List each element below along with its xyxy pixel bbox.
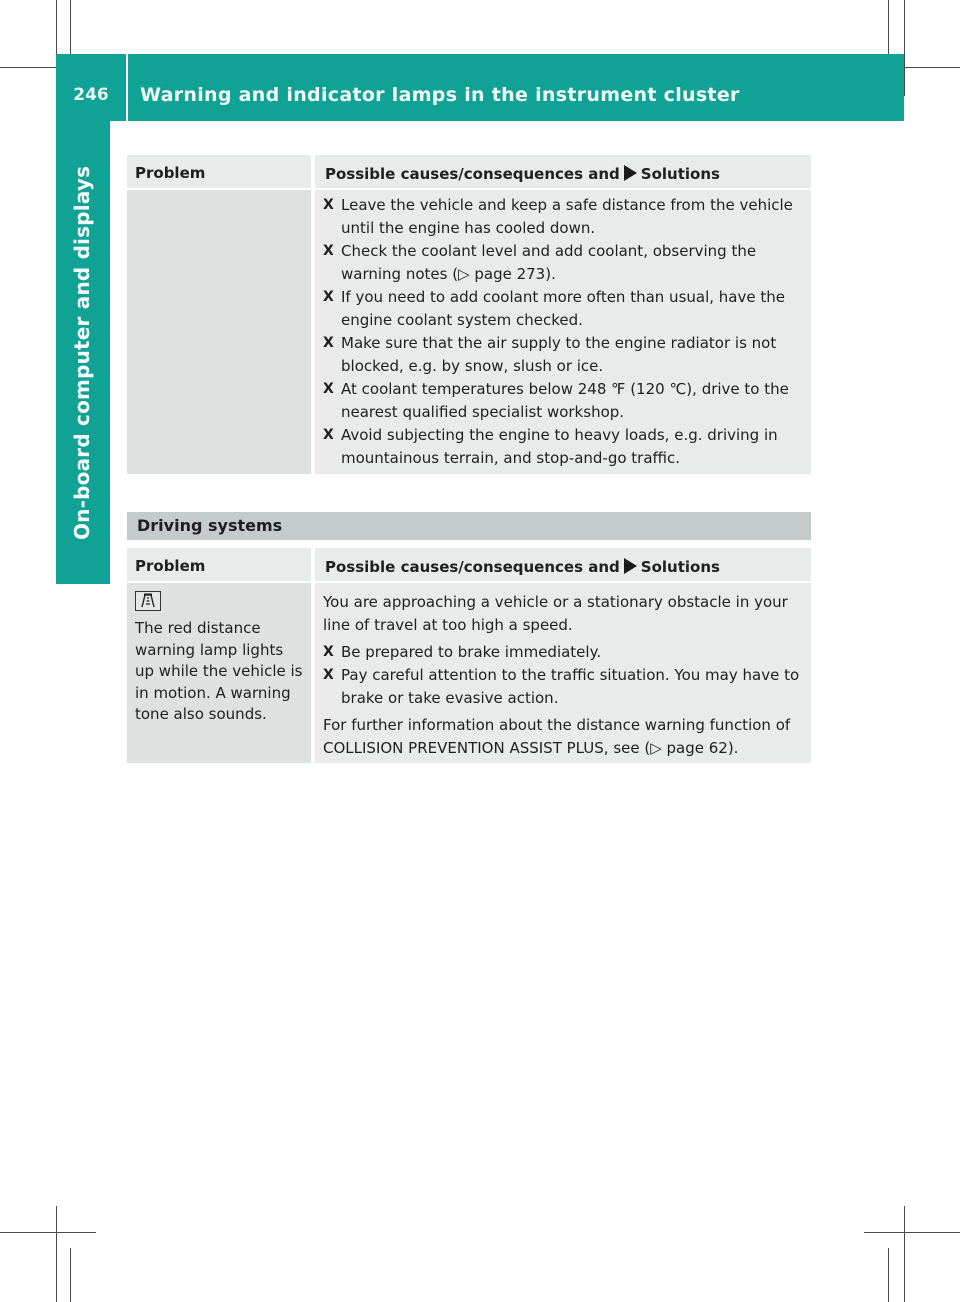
col-solutions-header bbox=[315, 155, 811, 188]
arrow-right-icon bbox=[624, 558, 637, 574]
crop-mark bbox=[904, 0, 905, 96]
coolant-table bbox=[127, 155, 811, 474]
header-divider bbox=[126, 54, 128, 121]
solutions-cell bbox=[315, 190, 811, 474]
solutions-cell bbox=[315, 583, 811, 763]
table-row bbox=[127, 583, 811, 763]
distance-warning-lamp-icon bbox=[135, 591, 161, 611]
list-item: X If you need to add coolant more often than usual, have the engine coolant system checked. bbox=[323, 286, 803, 332]
table-row bbox=[127, 190, 811, 474]
driving-systems-table bbox=[127, 548, 811, 763]
footer-text: For further information about the distance warning function of COLLISION PREVENTION ASSIST PLUS, see (▷ page 62). bbox=[323, 716, 791, 757]
crop-mark bbox=[70, 0, 71, 54]
col-solutions-suffix: Solutions bbox=[640, 558, 720, 576]
list-item: X Leave the vehicle and keep a safe distance from the vehicle until the engine has cooled down. bbox=[323, 194, 803, 240]
crop-mark bbox=[56, 1206, 57, 1302]
col-solutions-header bbox=[315, 548, 811, 581]
crop-mark bbox=[864, 1232, 960, 1233]
problem-text: The red distance warning lamp lights up while the vehicle is in motion. A warning tone also sounds. bbox=[135, 619, 303, 723]
col-solutions-prefix: Possible causes/consequences and bbox=[325, 165, 620, 183]
steps-list bbox=[323, 641, 803, 710]
chapter-side-label: On-board computer and displays bbox=[70, 165, 94, 540]
list-item: X Avoid subjecting the engine to heavy loads, e.g. driving in mountainous terrain, and stop-and-go traffic. bbox=[323, 424, 803, 470]
page-title: Warning and indicator lamps in the instrument cluster bbox=[140, 84, 740, 106]
crop-mark bbox=[888, 1248, 889, 1302]
col-solutions-suffix: Solutions bbox=[640, 165, 720, 183]
table-header-row bbox=[127, 548, 811, 581]
list-item: X Make sure that the air supply to the engine radiator is not blocked, e.g. by snow, slush or ice. bbox=[323, 332, 803, 378]
intro-text: You are approaching a vehicle or a stationary obstacle in your line of travel at too high a speed. bbox=[323, 593, 788, 634]
crop-mark bbox=[0, 1232, 96, 1233]
page-header bbox=[56, 54, 904, 121]
col-problem-header: Problem bbox=[127, 155, 311, 188]
list-item: X At coolant temperatures below 248 ℉ (120 ℃), drive to the nearest qualified specialist workshop. bbox=[323, 378, 803, 424]
problem-cell bbox=[127, 583, 311, 763]
list-item: X Be prepared to brake immediately. bbox=[323, 641, 803, 664]
list-item: X Pay careful attention to the traffic situation. You may have to brake or take evasive action. bbox=[323, 664, 803, 710]
steps-list bbox=[323, 194, 803, 470]
col-solutions-prefix: Possible causes/consequences and bbox=[325, 558, 620, 576]
crop-mark bbox=[904, 1206, 905, 1302]
section-heading: Driving systems bbox=[127, 512, 811, 540]
list-item: X Check the coolant level and add coolant, observing the warning notes (▷ page 273). bbox=[323, 240, 803, 286]
crop-mark bbox=[888, 0, 889, 54]
problem-cell bbox=[127, 190, 311, 474]
crop-mark bbox=[70, 1248, 71, 1302]
col-problem-header: Problem bbox=[127, 548, 311, 581]
table-header-row bbox=[127, 155, 811, 188]
page-number: 246 bbox=[73, 85, 109, 105]
arrow-right-icon bbox=[624, 165, 637, 181]
